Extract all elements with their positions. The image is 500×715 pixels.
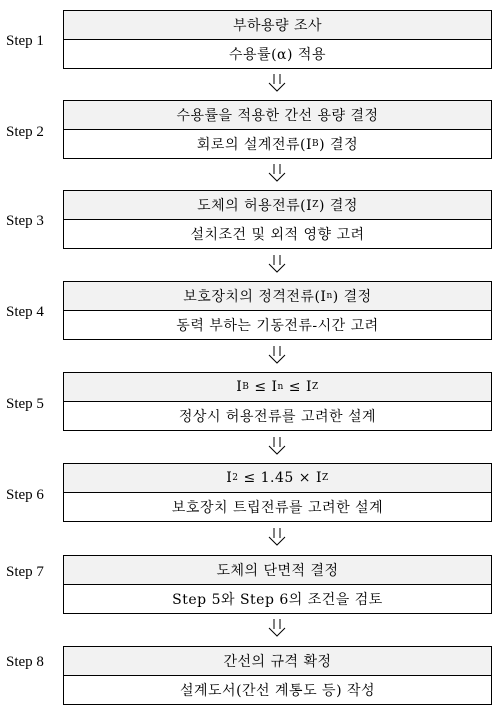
- step-5-operator-2: ≤: [283, 379, 306, 395]
- step-6-term-2-base: I: [315, 470, 322, 486]
- step-box-7: [63, 555, 492, 614]
- step-8-sub-text: 설계도서(간선 계통도 등) 작성: [64, 675, 491, 704]
- step-4-main-post: ) 결정: [332, 289, 372, 305]
- step-2-sub-pre: 회로의 설계전류(I: [196, 137, 313, 153]
- step-box-2: [63, 100, 492, 159]
- double-down-arrow-icon: [266, 254, 288, 274]
- step-box-4: [63, 281, 492, 340]
- step-1-sub-text: 수용률(α) 적용: [64, 39, 491, 68]
- step-label-6: Step 6: [6, 487, 44, 503]
- step-4-main-text: 보호장치의 정격전류(I n ) 결정: [64, 282, 491, 310]
- step-6-operator: ≤ 1.45 ×: [238, 470, 316, 486]
- double-down-arrow-icon: [266, 345, 288, 365]
- step-5-sub-text: 정상시 허용전류를 고려한 설계: [64, 401, 491, 430]
- step-5-operator-1: ≤: [249, 379, 272, 395]
- step-box-3: [63, 190, 492, 249]
- step-5-term-1-base: I: [236, 379, 243, 395]
- step-6-sub-text: 보호장치 트립전류를 고려한 설계: [64, 492, 491, 521]
- double-down-arrow-icon: [266, 73, 288, 93]
- step-2-sub-post: ) 결정: [319, 137, 359, 153]
- step-5-main-formula: I B ≤ I n ≤ I Z: [64, 373, 491, 401]
- step-label-3: Step 3: [6, 213, 44, 229]
- step-3-main-pre: 도체의 허용전류(I: [197, 198, 313, 214]
- step-7-main-text: 도체의 단면적 결정: [64, 556, 491, 584]
- step-label-4: Step 4: [6, 304, 44, 320]
- step-label-5: Step 5: [6, 396, 44, 412]
- step-6-main-formula: I 2 ≤ 1.45 × I Z: [64, 464, 491, 492]
- step-box-8: [63, 646, 492, 705]
- double-down-arrow-icon: [266, 618, 288, 638]
- step-label-7: Step 7: [6, 564, 44, 580]
- step-label-1: Step 1: [6, 33, 44, 49]
- step-5-term-2-base: I: [271, 379, 278, 395]
- step-box-5: [63, 372, 492, 431]
- double-down-arrow-icon: [266, 527, 288, 547]
- step-8-main-text: 간선의 규격 확정: [64, 647, 491, 675]
- double-down-arrow-icon: [266, 436, 288, 456]
- step-2-sub-text: 회로의 설계전류(I B ) 결정: [64, 129, 491, 158]
- step-box-6: [63, 463, 492, 522]
- step-box-1: [63, 10, 492, 69]
- step-5-term-3-base: I: [305, 379, 313, 395]
- step-7-sub-text: Step 5와 Step 6의 조건을 검토: [64, 584, 491, 613]
- step-3-sub-text: 설치조건 및 외적 영향 고려: [64, 219, 491, 248]
- step-2-main-text: 수용률을 적용한 간선 용량 결정: [64, 101, 491, 129]
- step-label-2: Step 2: [6, 124, 44, 140]
- step-label-8: Step 8: [6, 654, 44, 670]
- double-down-arrow-icon: [266, 163, 288, 183]
- step-3-main-post: ) 결정: [318, 198, 358, 214]
- step-6-term-1-base: I: [226, 470, 233, 486]
- step-3-main-text: 도체의 허용전류(I Z ) 결정: [64, 191, 491, 219]
- step-4-sub-text: 동력 부하는 기동전류-시간 고려: [64, 310, 491, 339]
- step-4-main-pre: 보호장치의 정격전류(I: [183, 289, 327, 305]
- step-1-main-text: 부하용량 조사: [64, 11, 491, 39]
